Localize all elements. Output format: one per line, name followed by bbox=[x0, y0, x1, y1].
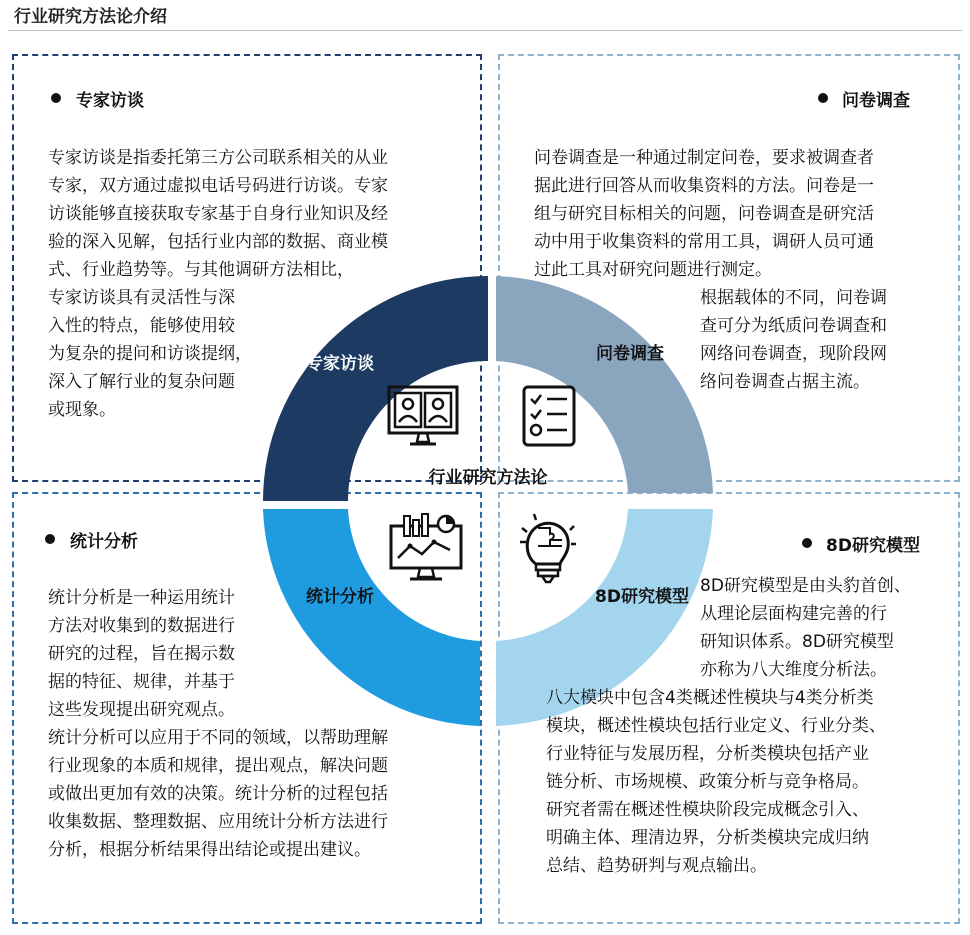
expert-paragraph-line: 验的深入见解，包括行业内部的数据、商业模 bbox=[48, 232, 388, 252]
stats-paragraph-line: 行业现象的本质和规律，提出观点，解决问题 bbox=[48, 756, 388, 776]
survey-heading: 问卷调查 bbox=[842, 91, 910, 111]
expert-paragraph-line: 专家，双方通过虚拟电话号码进行访谈。专家 bbox=[48, 176, 388, 196]
stats-paragraph-line: 据的特征、规律，并基于 bbox=[48, 672, 235, 692]
model8d-paragraph-line: 亦称为八大维度分析法。 bbox=[700, 660, 887, 680]
stats-paragraph-line: 统计分析是一种运用统计 bbox=[48, 588, 235, 608]
stats-paragraph-line: 统计分析可以应用于不同的领域，以帮助理解 bbox=[48, 728, 388, 748]
expert-segment-label: 专家访谈 bbox=[306, 354, 374, 374]
expert-paragraph-line: 入性的特点，能够使用较 bbox=[48, 316, 235, 336]
bullet-icon bbox=[802, 538, 812, 548]
model8d-paragraph-line: 8D研究模型是由头豹首创、 bbox=[700, 576, 911, 596]
analytics-monitor-icon bbox=[388, 512, 464, 584]
survey-paragraph-line: 过此工具对研究问题进行测定。 bbox=[534, 260, 772, 280]
survey-paragraph-line: 组与研究目标相关的问题，问卷调查是研究活 bbox=[534, 204, 874, 224]
stats-heading: 统计分析 bbox=[70, 532, 138, 552]
survey-paragraph-line: 问卷调查是一种通过制定问卷，要求被调查者 bbox=[534, 148, 874, 168]
model8d-heading: 8D研究模型 bbox=[826, 536, 920, 556]
lightbulb-puzzle-icon bbox=[516, 512, 580, 586]
bullet-icon bbox=[51, 93, 61, 103]
expert-heading: 专家访谈 bbox=[76, 91, 144, 111]
title-divider bbox=[8, 30, 962, 31]
expert-paragraph-line: 式、行业趋势等。与其他调研方法相比， bbox=[48, 260, 354, 280]
expert-paragraph-line: 或现象。 bbox=[48, 400, 116, 420]
survey-paragraph-line: 根据载体的不同，问卷调 bbox=[700, 288, 887, 308]
stats-paragraph-line: 或做出更加有效的决策。统计分析的过程包括 bbox=[48, 784, 388, 804]
model8d-paragraph-line: 总结、趋势研判与观点输出。 bbox=[546, 856, 767, 876]
survey-paragraph-line: 动中用于收集资料的常用工具，调研人员可通 bbox=[534, 232, 874, 252]
stats-paragraph-line: 方法对收集到的数据进行 bbox=[48, 616, 235, 636]
survey-paragraph-line: 络问卷调查占据主流。 bbox=[700, 372, 870, 392]
model8d-paragraph-line: 从理论层面构建完善的行 bbox=[700, 604, 887, 624]
model8d-paragraph-line: 行业特征与发展历程，分析类模块包括产业 bbox=[546, 744, 869, 764]
stats-paragraph-line: 研究的过程，旨在揭示数 bbox=[48, 644, 235, 664]
expert-paragraph-line: 专家访谈是指委托第三方公司联系相关的从业 bbox=[48, 148, 388, 168]
bullet-icon bbox=[45, 534, 55, 544]
center-label: 行业研究方法论 bbox=[428, 468, 548, 488]
model8d-paragraph-line: 研究者需在概述性模块阶段完成概念引入、 bbox=[546, 800, 869, 820]
stats-paragraph-line: 这些发现提出研究观点。 bbox=[48, 700, 235, 720]
survey-segment-label: 问卷调查 bbox=[596, 344, 664, 364]
model8d-paragraph-line: 明确主体、理清边界，分析类模块完成归纳 bbox=[546, 828, 869, 848]
expert-paragraph-line: 深入了解行业的复杂问题 bbox=[48, 372, 235, 392]
model8d-paragraph-line: 模块，概述性模块包括行业定义、行业分类、 bbox=[546, 716, 886, 736]
model8d-paragraph-line: 八大模块中包含4类概述性模块与4类分析类 bbox=[546, 688, 874, 708]
stats-paragraph-line: 收集数据、整理数据、应用统计分析方法进行 bbox=[48, 812, 388, 832]
survey-paragraph-line: 查可分为纸质问卷调查和 bbox=[700, 316, 887, 336]
model8d-segment-label: 8D研究模型 bbox=[595, 587, 689, 607]
survey-paragraph-line: 网络问卷调查，现阶段网 bbox=[700, 344, 887, 364]
expert-paragraph-line: 为复杂的提问和访谈提纲， bbox=[48, 344, 252, 364]
page-title: 行业研究方法论介绍 bbox=[14, 7, 167, 27]
stats-paragraph-line: 分析，根据分析结果得出结论或提出建议。 bbox=[48, 840, 371, 860]
stats-segment-label: 统计分析 bbox=[306, 587, 374, 607]
model8d-paragraph-line: 研知识体系。8D研究模型 bbox=[700, 632, 894, 652]
survey-paragraph-line: 据此进行回答从而收集资料的方法。问卷是一 bbox=[534, 176, 874, 196]
expert-paragraph-line: 专家访谈具有灵活性与深 bbox=[48, 288, 235, 308]
bullet-icon bbox=[818, 93, 828, 103]
model8d-paragraph-line: 链分析、市场规模、政策分析与竞争格局。 bbox=[546, 772, 869, 792]
checklist-icon bbox=[521, 384, 577, 448]
expert-paragraph-line: 访谈能够直接获取专家基于自身行业知识及经 bbox=[48, 204, 388, 224]
video-call-icon bbox=[386, 384, 460, 448]
